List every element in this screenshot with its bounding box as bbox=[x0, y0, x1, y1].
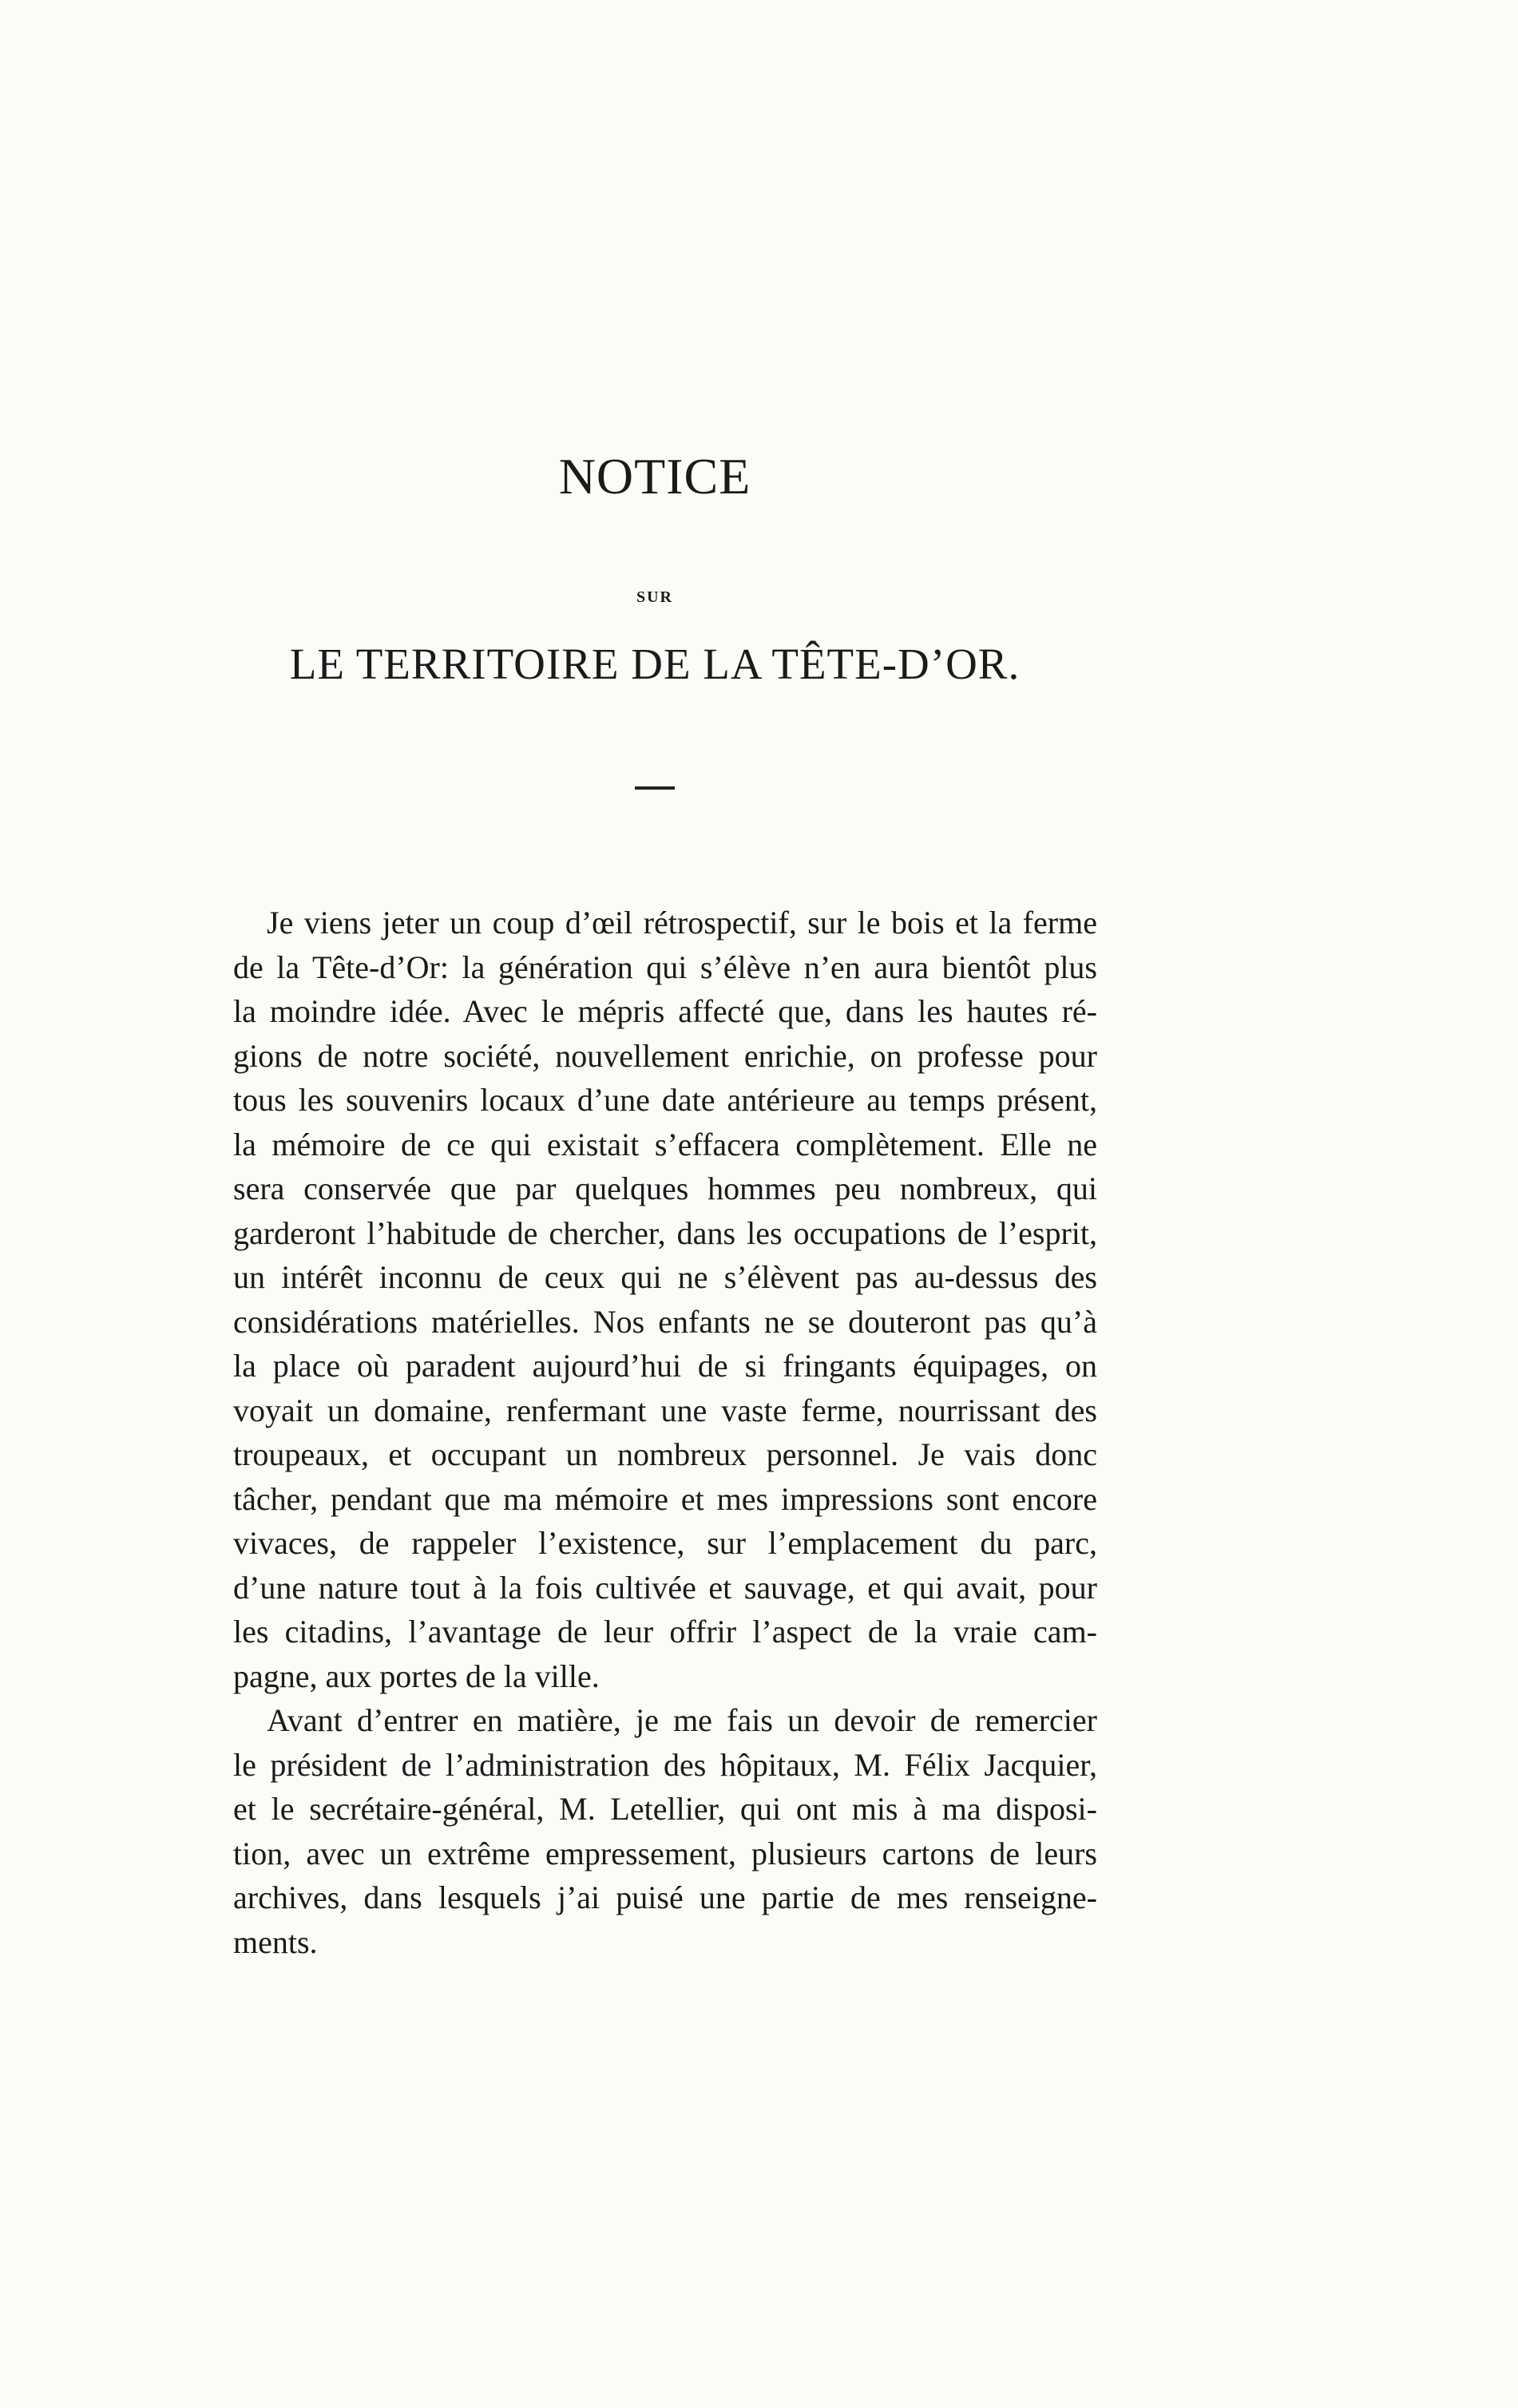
text-line: considérations matérielles. Nos enfants ne se douteront pas qu’à bbox=[233, 1303, 1097, 1340]
text-line: les citadins, l’avantage de leur offrir l’aspect de la vraie cam- bbox=[233, 1614, 1097, 1650]
text-line: la mémoire de ce qui existait s’effacera complètement. Elle ne bbox=[233, 1126, 1097, 1162]
paragraph-1 bbox=[233, 901, 1097, 1698]
text-line: gions de notre société, nouvellement enrichie, on professe pour bbox=[233, 1037, 1097, 1074]
text-line: vivaces, de rappeler l’existence, sur l’emplacement du parc, bbox=[233, 1525, 1097, 1561]
title-connector: SUR bbox=[636, 588, 673, 606]
page-title: NOTICE bbox=[558, 448, 751, 505]
text-line: de la Tête-d’Or: la génération qui s’élève n’en aura bientôt plus bbox=[233, 949, 1097, 985]
text-line: et le secrétaire-général, M. Letellier, qui ont mis à ma disposi- bbox=[233, 1791, 1097, 1827]
page-subtitle: LE TERRITOIRE DE LA TÊTE-D’OR. bbox=[289, 640, 1021, 688]
text-line: tous les souvenirs locaux d’une date antérieure au temps présent, bbox=[233, 1082, 1097, 1118]
text-line: sera conservée que par quelques hommes peu nombreux, qui bbox=[233, 1170, 1097, 1206]
text-line: un intérêt inconnu de ceux qui ne s’élèvent pas au-dessus des bbox=[233, 1259, 1097, 1295]
text-line: la moindre idée. Avec le mépris affecté que, dans les hautes ré- bbox=[233, 993, 1097, 1029]
section-rule bbox=[635, 786, 675, 790]
text-line: tâcher, pendant que ma mémoire et mes impressions sont encore bbox=[233, 1480, 1097, 1517]
text-line: la place où paradent aujourd’hui de si fringants équipages, on bbox=[233, 1348, 1097, 1384]
text-line: Je viens jeter un coup d’œil rétrospectif, sur le bois et la ferme bbox=[267, 905, 1097, 941]
text-line: ments. bbox=[233, 1923, 318, 1960]
text-line: pagne, aux portes de la ville. bbox=[233, 1657, 600, 1694]
body-text bbox=[233, 901, 1097, 1964]
text-line: le président de l’administration des hôpitaux, M. Félix Jacquier, bbox=[233, 1746, 1097, 1783]
paragraph-2 bbox=[233, 1698, 1097, 1964]
text-line: garderont l’habitude de chercher, dans les occupations de l’esprit, bbox=[233, 1214, 1097, 1251]
text-line: troupeaux, et occupant un nombreux personnel. Je vais donc bbox=[233, 1436, 1097, 1472]
text-line: tion, avec un extrême empressement, plusieurs cartons de leurs bbox=[233, 1835, 1097, 1871]
text-line: archives, dans lesquels j’ai puisé une partie de mes renseigne- bbox=[233, 1879, 1097, 1915]
text-line: Avant d’entrer en matière, je me fais un devoir de remercier bbox=[267, 1702, 1097, 1738]
text-line: d’une nature tout à la fois cultivée et sauvage, et qui avait, pour bbox=[233, 1569, 1097, 1606]
text-line: voyait un domaine, renfermant une vaste ferme, nourrissant des bbox=[233, 1392, 1097, 1428]
